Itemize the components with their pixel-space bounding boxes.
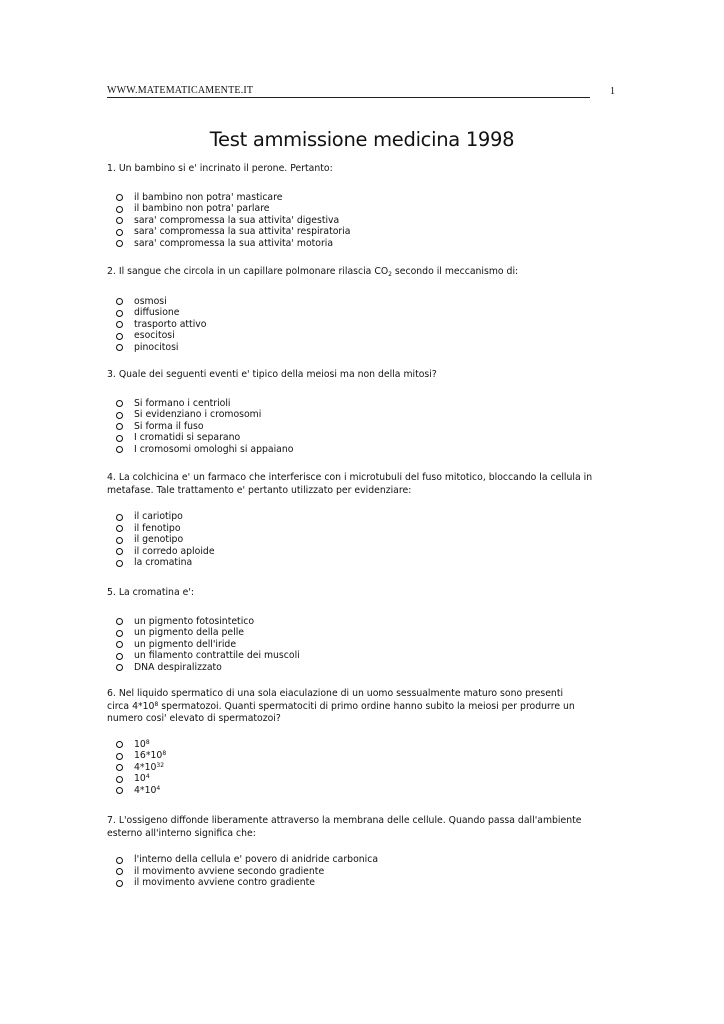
option[interactable] bbox=[107, 523, 607, 535]
radio-circle-icon[interactable] bbox=[116, 880, 123, 887]
option[interactable] bbox=[107, 330, 607, 342]
option[interactable] bbox=[107, 557, 607, 569]
radio-circle-icon[interactable] bbox=[116, 400, 123, 407]
option-label: diffusione bbox=[134, 307, 180, 319]
radio-circle-icon[interactable] bbox=[116, 776, 123, 783]
option-label: il movimento avviene secondo gradiente bbox=[134, 865, 325, 877]
option-label: 16*10 bbox=[134, 750, 163, 762]
option[interactable] bbox=[107, 296, 607, 308]
option[interactable] bbox=[107, 203, 607, 215]
option[interactable] bbox=[107, 639, 607, 651]
option[interactable] bbox=[107, 398, 607, 410]
radio-circle-icon[interactable] bbox=[116, 630, 123, 637]
option[interactable] bbox=[107, 342, 607, 354]
option[interactable] bbox=[107, 511, 607, 523]
radio-circle-icon[interactable] bbox=[116, 423, 123, 430]
radio-circle-icon[interactable] bbox=[116, 217, 123, 224]
option[interactable] bbox=[107, 534, 607, 546]
radio-circle-icon[interactable] bbox=[116, 514, 123, 521]
option-label: l'interno della cellula e' povero di anidride carbonica bbox=[134, 854, 379, 865]
option[interactable] bbox=[107, 215, 607, 227]
radio-circle-icon[interactable] bbox=[116, 653, 123, 660]
radio-circle-icon[interactable] bbox=[116, 560, 123, 567]
question-text: 7. L'ossigeno diffonde liberamente attraverso la membrana delle cellule. Quando passa dall'ambiente esterno all'interno significa che: bbox=[107, 815, 582, 839]
option-label: il corredo aploide bbox=[134, 545, 215, 557]
radio-circle-icon[interactable] bbox=[116, 240, 123, 247]
radio-circle-icon[interactable] bbox=[116, 741, 123, 748]
option-label: I cromosomi omologhi si appaiano bbox=[134, 443, 294, 455]
options-list bbox=[107, 296, 607, 354]
question-text-part: 6. Nel liquido spermatico di una sola eiaculazione di un uomo sessualmente maturo sono presenti circa 4*10 bbox=[107, 688, 564, 712]
question-2 bbox=[107, 266, 607, 353]
option-label: il bambino non potra' masticare bbox=[134, 191, 283, 203]
radio-circle-icon[interactable] bbox=[116, 618, 123, 625]
radio-circle-icon[interactable] bbox=[116, 764, 123, 771]
superscript: 4 bbox=[145, 773, 150, 781]
radio-circle-icon[interactable] bbox=[116, 206, 123, 213]
option[interactable] bbox=[107, 307, 607, 319]
option[interactable] bbox=[107, 616, 607, 628]
question-7 bbox=[107, 815, 607, 889]
page-header bbox=[107, 85, 590, 98]
option-label: 10 bbox=[134, 773, 146, 785]
question-6 bbox=[107, 688, 587, 796]
option-label: osmosi bbox=[134, 295, 167, 307]
radio-circle-icon[interactable] bbox=[116, 641, 123, 648]
option-label: il fenotipo bbox=[134, 522, 181, 534]
superscript: 4 bbox=[156, 784, 161, 792]
option-label: il movimento avviene contro gradiente bbox=[134, 877, 315, 889]
radio-circle-icon[interactable] bbox=[116, 525, 123, 532]
option-label: 4*10 bbox=[134, 761, 157, 773]
option[interactable] bbox=[107, 866, 607, 878]
header-site: WWW.MATEMATICAMENTE.IT bbox=[107, 85, 254, 96]
question-text: 4. La colchicina e' un farmaco che interferisce con i microtubuli del fuso mitotico, bloccando la cellula in metafase. Tale trattamento e' pertanto utilizzato per evidenziare: bbox=[107, 472, 593, 496]
question-3 bbox=[107, 369, 607, 455]
option[interactable] bbox=[107, 877, 607, 889]
option-label: il cariotipo bbox=[134, 511, 183, 522]
question-text bbox=[107, 266, 607, 280]
superscript: 8 bbox=[145, 738, 150, 746]
option[interactable] bbox=[107, 762, 587, 774]
option[interactable] bbox=[107, 444, 607, 456]
option-label: il bambino non potra' parlare bbox=[134, 203, 270, 215]
option-label: DNA despiralizzato bbox=[134, 661, 222, 673]
question-4 bbox=[107, 472, 607, 569]
question-text bbox=[107, 688, 587, 726]
question-5 bbox=[107, 587, 607, 673]
question-text-part: 2. Il sangue che circola in un capillare polmonare rilascia CO bbox=[107, 266, 389, 277]
radio-circle-icon[interactable] bbox=[116, 310, 123, 317]
option[interactable] bbox=[107, 662, 607, 674]
radio-circle-icon[interactable] bbox=[116, 412, 123, 419]
option[interactable] bbox=[107, 238, 607, 250]
option-label: 10 bbox=[134, 738, 146, 750]
option-label: pinocitosi bbox=[134, 341, 179, 353]
options-list bbox=[107, 739, 587, 797]
question-text: 3. Quale dei seguenti eventi e' tipico della meiosi ma non della mitosi? bbox=[107, 369, 437, 380]
superscript: 8 bbox=[154, 700, 159, 708]
radio-circle-icon[interactable] bbox=[116, 548, 123, 555]
radio-circle-icon[interactable] bbox=[116, 333, 123, 340]
radio-circle-icon[interactable] bbox=[116, 321, 123, 328]
page-title: Test ammissione medicina 1998 bbox=[209, 128, 515, 151]
radio-circle-icon[interactable] bbox=[116, 446, 123, 453]
radio-circle-icon[interactable] bbox=[116, 435, 123, 442]
question-1 bbox=[107, 163, 607, 249]
option-label: trasporto attivo bbox=[134, 318, 207, 330]
superscript: 32 bbox=[156, 761, 165, 769]
option[interactable] bbox=[107, 854, 607, 866]
option[interactable] bbox=[107, 319, 607, 331]
option-label: I cromatidi si separano bbox=[134, 432, 241, 444]
radio-circle-icon[interactable] bbox=[116, 194, 123, 201]
option[interactable] bbox=[107, 432, 607, 444]
option[interactable] bbox=[107, 773, 587, 785]
subscript: 2 bbox=[388, 271, 392, 278]
option-label: Si forma il fuso bbox=[134, 420, 204, 432]
option[interactable] bbox=[107, 650, 607, 662]
option-label: un filamento contrattile dei muscoli bbox=[134, 650, 300, 662]
option[interactable] bbox=[107, 226, 607, 238]
option-label: un pigmento della pelle bbox=[134, 627, 245, 639]
option[interactable] bbox=[107, 750, 587, 762]
option-label: esocitosi bbox=[134, 330, 175, 342]
option[interactable] bbox=[107, 627, 607, 639]
options-list bbox=[107, 616, 607, 674]
option-label: sara' compromessa la sua attivita' digestiva bbox=[134, 214, 340, 226]
option-label: un pigmento dell'iride bbox=[134, 638, 237, 650]
option-label: 4*10 bbox=[134, 784, 157, 796]
radio-circle-icon[interactable] bbox=[116, 229, 123, 236]
radio-circle-icon[interactable] bbox=[116, 298, 123, 305]
page-number: 1 bbox=[610, 86, 615, 97]
question-text: 5. La cromatina e': bbox=[107, 587, 195, 598]
radio-circle-icon[interactable] bbox=[116, 344, 123, 351]
option-label: sara' compromessa la sua attivita' motoria bbox=[134, 237, 334, 249]
option-label: Si formano i centrioli bbox=[134, 397, 231, 409]
option[interactable] bbox=[107, 546, 607, 558]
option-label: un pigmento fotosintetico bbox=[134, 615, 255, 627]
radio-circle-icon[interactable] bbox=[116, 787, 123, 794]
radio-circle-icon[interactable] bbox=[116, 537, 123, 544]
option-label: il genotipo bbox=[134, 534, 184, 546]
radio-circle-icon[interactable] bbox=[116, 868, 123, 875]
option[interactable] bbox=[107, 785, 587, 797]
options-list bbox=[107, 854, 607, 889]
options-list bbox=[107, 511, 607, 569]
option-label: Si evidenziano i cromosomi bbox=[134, 409, 262, 421]
question-text-part: spermatozoi. Quanti spermatociti di primo ordine hanno subito la meiosi per produrre un numero cosi' elevato di spermatozoi? bbox=[107, 700, 575, 724]
superscript: 8 bbox=[162, 750, 167, 758]
options-list bbox=[107, 192, 607, 250]
question-text: 1. Un bambino si e' incrinato il perone. Pertanto: bbox=[107, 163, 333, 174]
option[interactable] bbox=[107, 409, 607, 421]
radio-circle-icon[interactable] bbox=[116, 664, 123, 671]
radio-circle-icon[interactable] bbox=[116, 857, 123, 864]
options-list bbox=[107, 398, 607, 456]
option[interactable] bbox=[107, 421, 607, 433]
option-label: la cromatina bbox=[134, 557, 193, 569]
option-label: sara' compromessa la sua attivita' respiratoria bbox=[134, 226, 351, 238]
question-text-part: secondo il meccanismo di: bbox=[391, 266, 519, 277]
option[interactable] bbox=[107, 739, 587, 751]
radio-circle-icon[interactable] bbox=[116, 753, 123, 760]
option[interactable] bbox=[107, 192, 607, 204]
